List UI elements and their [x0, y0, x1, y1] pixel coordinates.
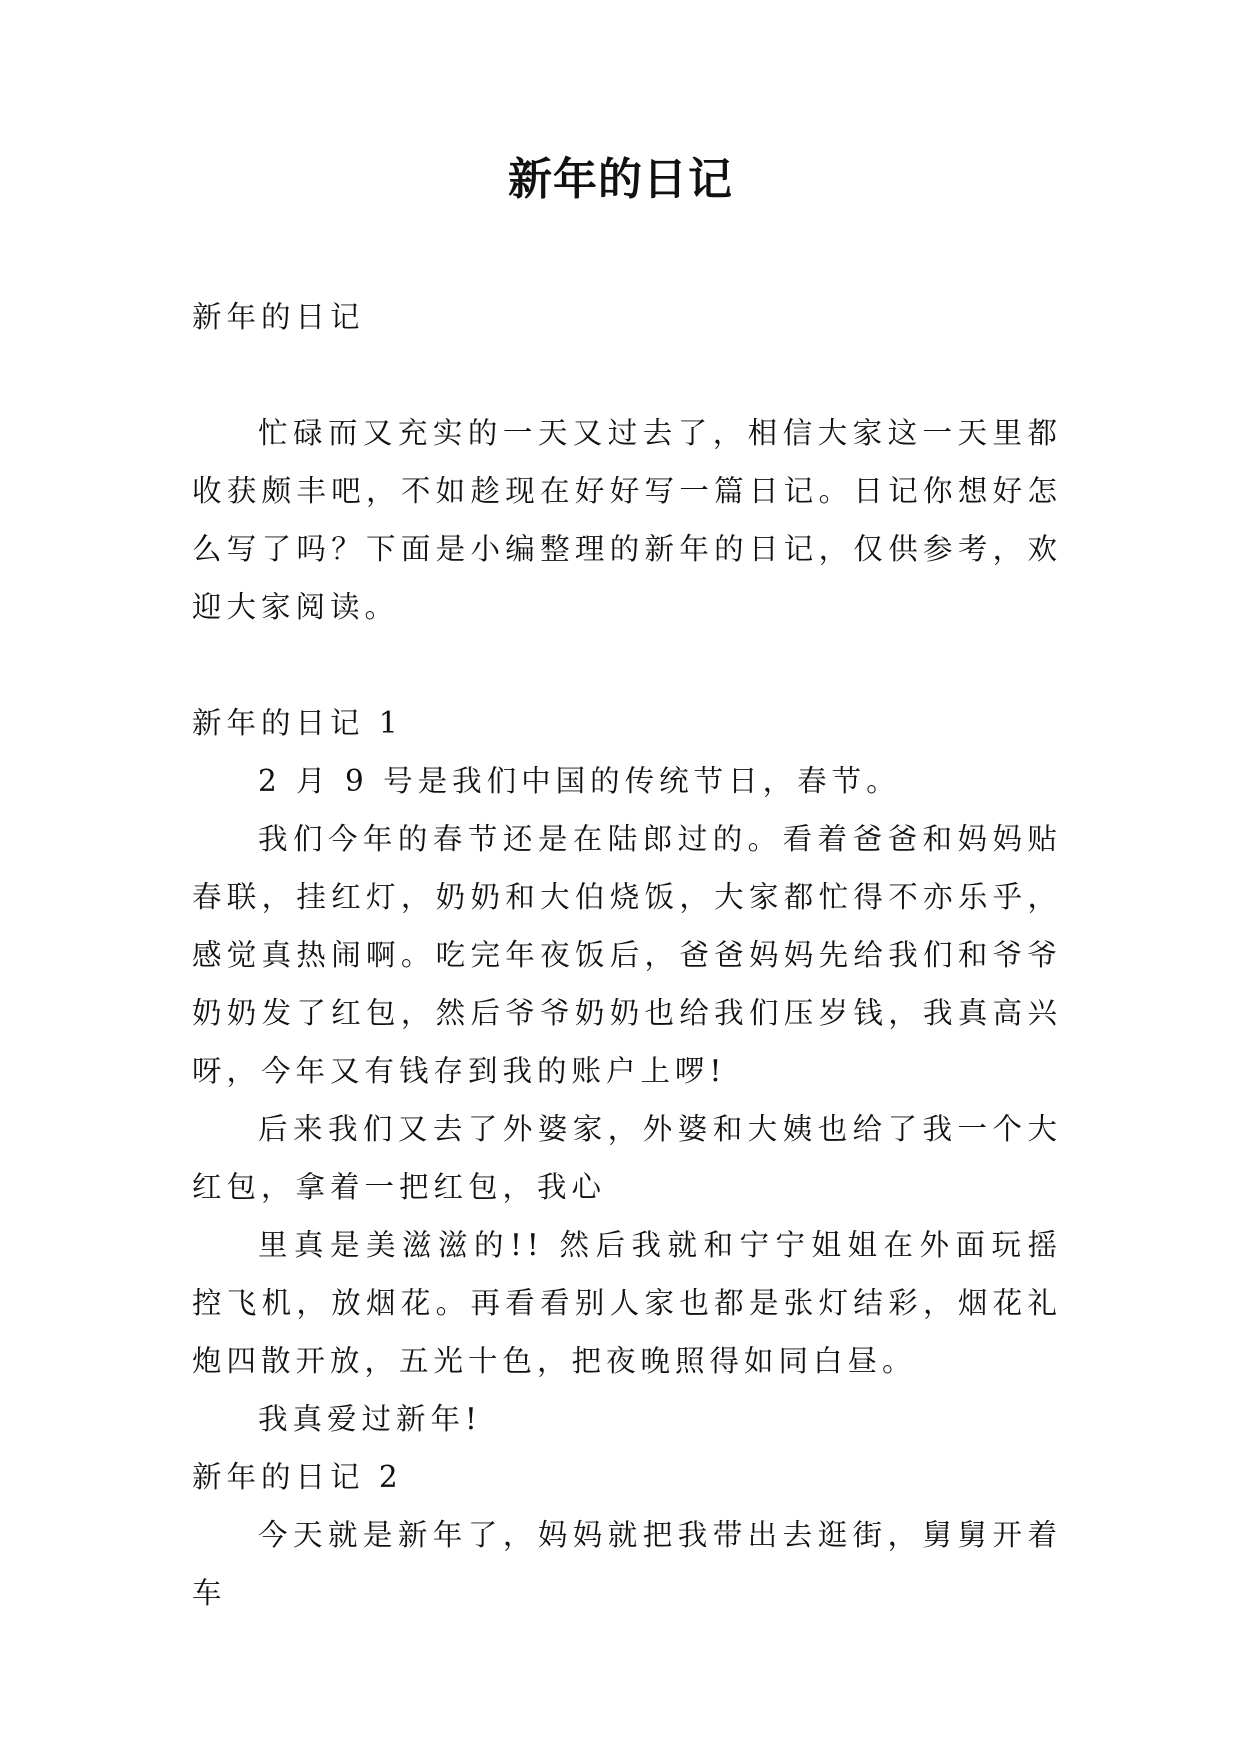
section2-heading: 新年的日记 2 — [192, 1460, 403, 1494]
section1-paragraph: 后来我们又去了外婆家，外婆和大姨也给了我一个大红包，拿着一把红包，我心 — [192, 1112, 1062, 1204]
section1-heading: 新年的日记 1 — [192, 706, 403, 740]
section1-paragraph: 我们今年的春节还是在陆郎过的。看着爸爸和妈妈贴春联，挂红灯，奶奶和大伯烧饭，大家都忙得不亦乐乎，感觉真热闹啊。吃完年夜饭后，爸爸妈妈先给我们和爷爷奶奶发了红包，然后爷爷奶奶也给我们压岁钱，我真高兴呀，今年又有钱存到我的账户上啰! — [192, 822, 1062, 1088]
section2-paragraph: 今天就是新年了，妈妈就把我带出去逛街，舅舅开着车 — [192, 1518, 1062, 1610]
subtitle: 新年的日记 — [192, 300, 365, 334]
section1-paragraph: 2 月 9 号是我们中国的传统节日，春节。 — [258, 764, 901, 798]
section1-paragraph: 里真是美滋滋的!! 然后我就和宁宁姐姐在外面玩摇控飞机，放烟花。再看看别人家也都是张灯结彩，烟花礼炮四散开放，五光十色，把夜晚照得如同白昼。 — [192, 1228, 1062, 1378]
intro-paragraph: 忙碌而又充实的一天又过去了，相信大家这一天里都收获颇丰吧，不如趁现在好好写一篇日记。日记你想好怎么写了吗？下面是小编整理的新年的日记，仅供参考，欢迎大家阅读。 — [192, 416, 1062, 624]
section1-paragraph: 我真爱过新年! — [258, 1402, 482, 1436]
document-body — [192, 288, 1062, 1622]
document-title: 新年的日记 — [508, 154, 733, 205]
